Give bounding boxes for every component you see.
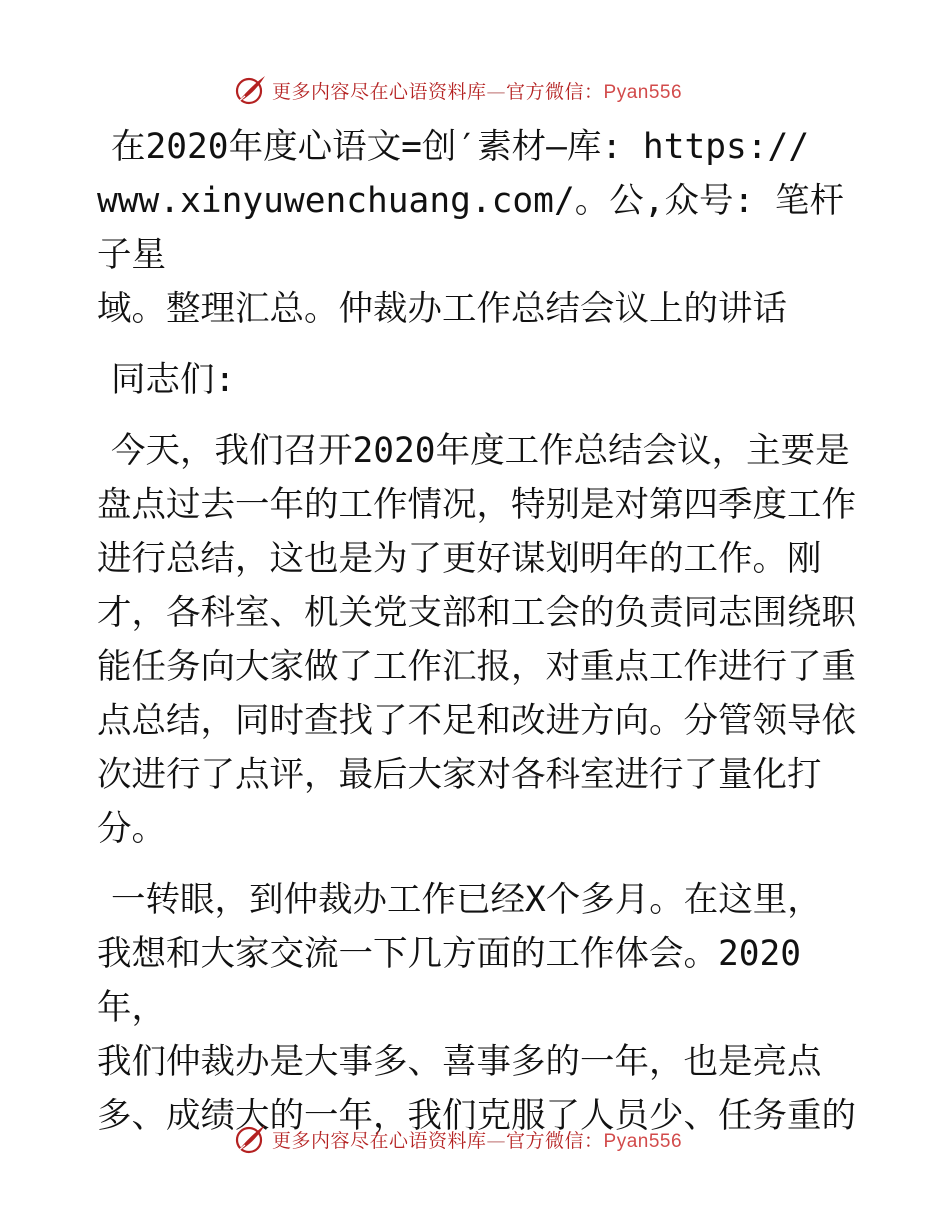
- document-body: [97, 120, 857, 1160]
- watermark-main-text: 更多内容尽在心语资料库: [272, 80, 487, 103]
- footer-watermark: [232, 1121, 682, 1157]
- watermark-dash: —: [486, 80, 507, 103]
- quill-pen-in-circle-icon: [232, 72, 268, 108]
- watermark-wechat-label: 官方微信：: [506, 1129, 604, 1152]
- paragraph-meeting-summary: 今天，我们召开2020年度工作总结会议，主要是 盘点过去一年的工作情况，特别是对第四季度工作 进行总结，这也是为了更好谋划明年的工作。刚 才，各科室、机关党支部和工会的负责同志围绕职 能任务向大家做了工作汇报，对重点工作进行了重 点总结，同时查找了不足和改进方向。分管领导依 次进行了点评，最后大家对各科室进行了量化打 分。: [97, 431, 856, 849]
- watermark-dash: —: [486, 1129, 507, 1152]
- header-watermark: [232, 72, 682, 108]
- paragraph-salutation: 同志们:: [111, 360, 236, 400]
- watermark-wechat-id: Pyan556: [603, 1130, 683, 1152]
- watermark-main-text: 更多内容尽在心语资料库: [272, 1129, 487, 1152]
- paragraph-intro: 在2020年度心语文=创′素材—库: https:// www.xinyuwenchuang.com/。公,众号: 笔杆子星 域。整理汇总。仲裁办工作总结会议上的讲话: [97, 127, 845, 329]
- paragraph-reflection: 一转眼，到仲裁办工作已经X个多月。在这里， 我想和大家交流一下几方面的工作体会。2020年， 我们仲裁办是大事多、喜事多的一年，也是亮点 多、成绩大的一年，我们克服了人员少、任务重的: [97, 880, 856, 1136]
- quill-pen-in-circle-icon: [232, 1121, 268, 1157]
- watermark-wechat-label: 官方微信：: [506, 80, 604, 103]
- watermark-wechat-id: Pyan556: [603, 81, 683, 103]
